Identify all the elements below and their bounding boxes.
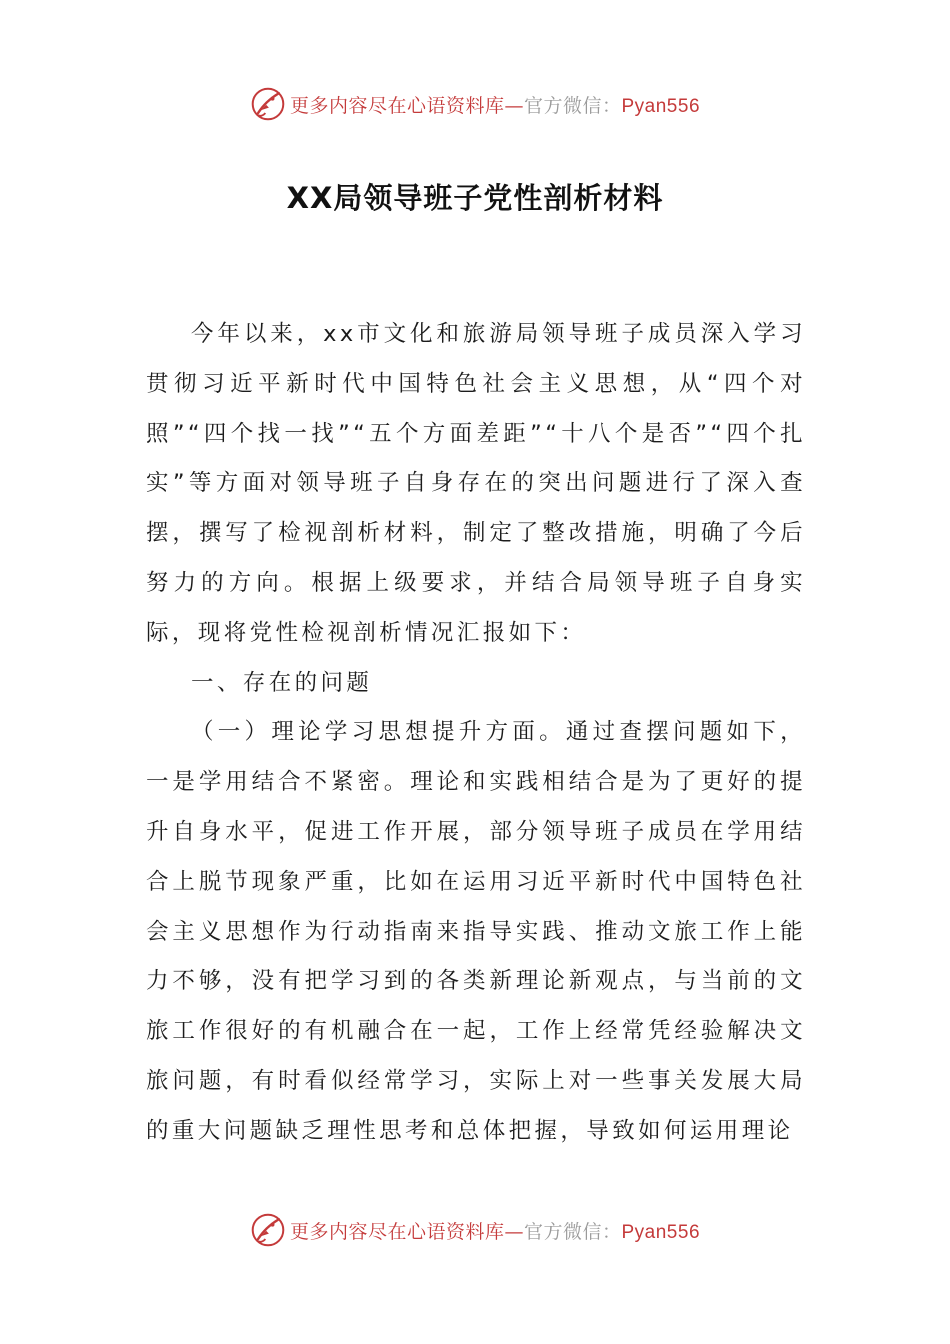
document-body xyxy=(146,310,806,1157)
banner-wechat-label: 官方微信： xyxy=(523,1220,622,1243)
banner-wechat-id: Pyan556 xyxy=(621,1221,701,1243)
paragraph-intro: 今年以来，xx市文化和旅游局领导班子成员深入学习贯彻习近平新时代中国特色社会主义思想，从“四个对照”“四个找一找”“五个方面差距”“十八个是否”“四个扎实”等方面对领导班子自身存在的突出问题进行了深入查摆，撰写了检视剖析材料，制定了整改措施，明确了今后努力的方向。根据上级要求，并结合局领导班子自身实际，现将党性检视剖析情况汇报如下： xyxy=(146,321,806,646)
document-title: XX局领导班子党性剖析材料 xyxy=(286,181,664,215)
header-banner xyxy=(0,82,950,126)
paragraph-theory-study: （一）理论学习思想提升方面。通过查摆问题如下，一是学用结合不紧密。理论和实践相结合是为了更好的提升自身水平，促进工作开展，部分领导班子成员在学用结合上脱节现象严重，比如在运用习近平新时代中国特色社会主义思想作为行动指南来指导实践、推动文旅工作上能力不够，没有把学习到的各类新理论新观点，与当前的文旅工作很好的有机融合在一起，工作上经常凭经验解决文旅问题，有时看似经常学习，实际上对一些事关发展大局的重大问题缺乏理性思考和总体把握，导致如何运用理论 xyxy=(146,719,806,1144)
pen-ink-icon xyxy=(250,86,286,122)
banner-wechat-label: 官方微信： xyxy=(523,94,622,117)
header-banner-content xyxy=(250,86,700,122)
banner-text xyxy=(290,1217,700,1244)
banner-slogan: 更多内容尽在心语资料库— xyxy=(289,1220,524,1243)
banner-slogan: 更多内容尽在心语资料库— xyxy=(289,94,524,117)
pen-ink-icon xyxy=(250,1212,286,1248)
section-heading: 一、存在的问题 xyxy=(191,669,373,696)
banner-text xyxy=(290,91,700,118)
banner-wechat-id: Pyan556 xyxy=(621,95,701,117)
footer-banner xyxy=(0,1208,950,1252)
footer-banner-content xyxy=(250,1212,700,1248)
